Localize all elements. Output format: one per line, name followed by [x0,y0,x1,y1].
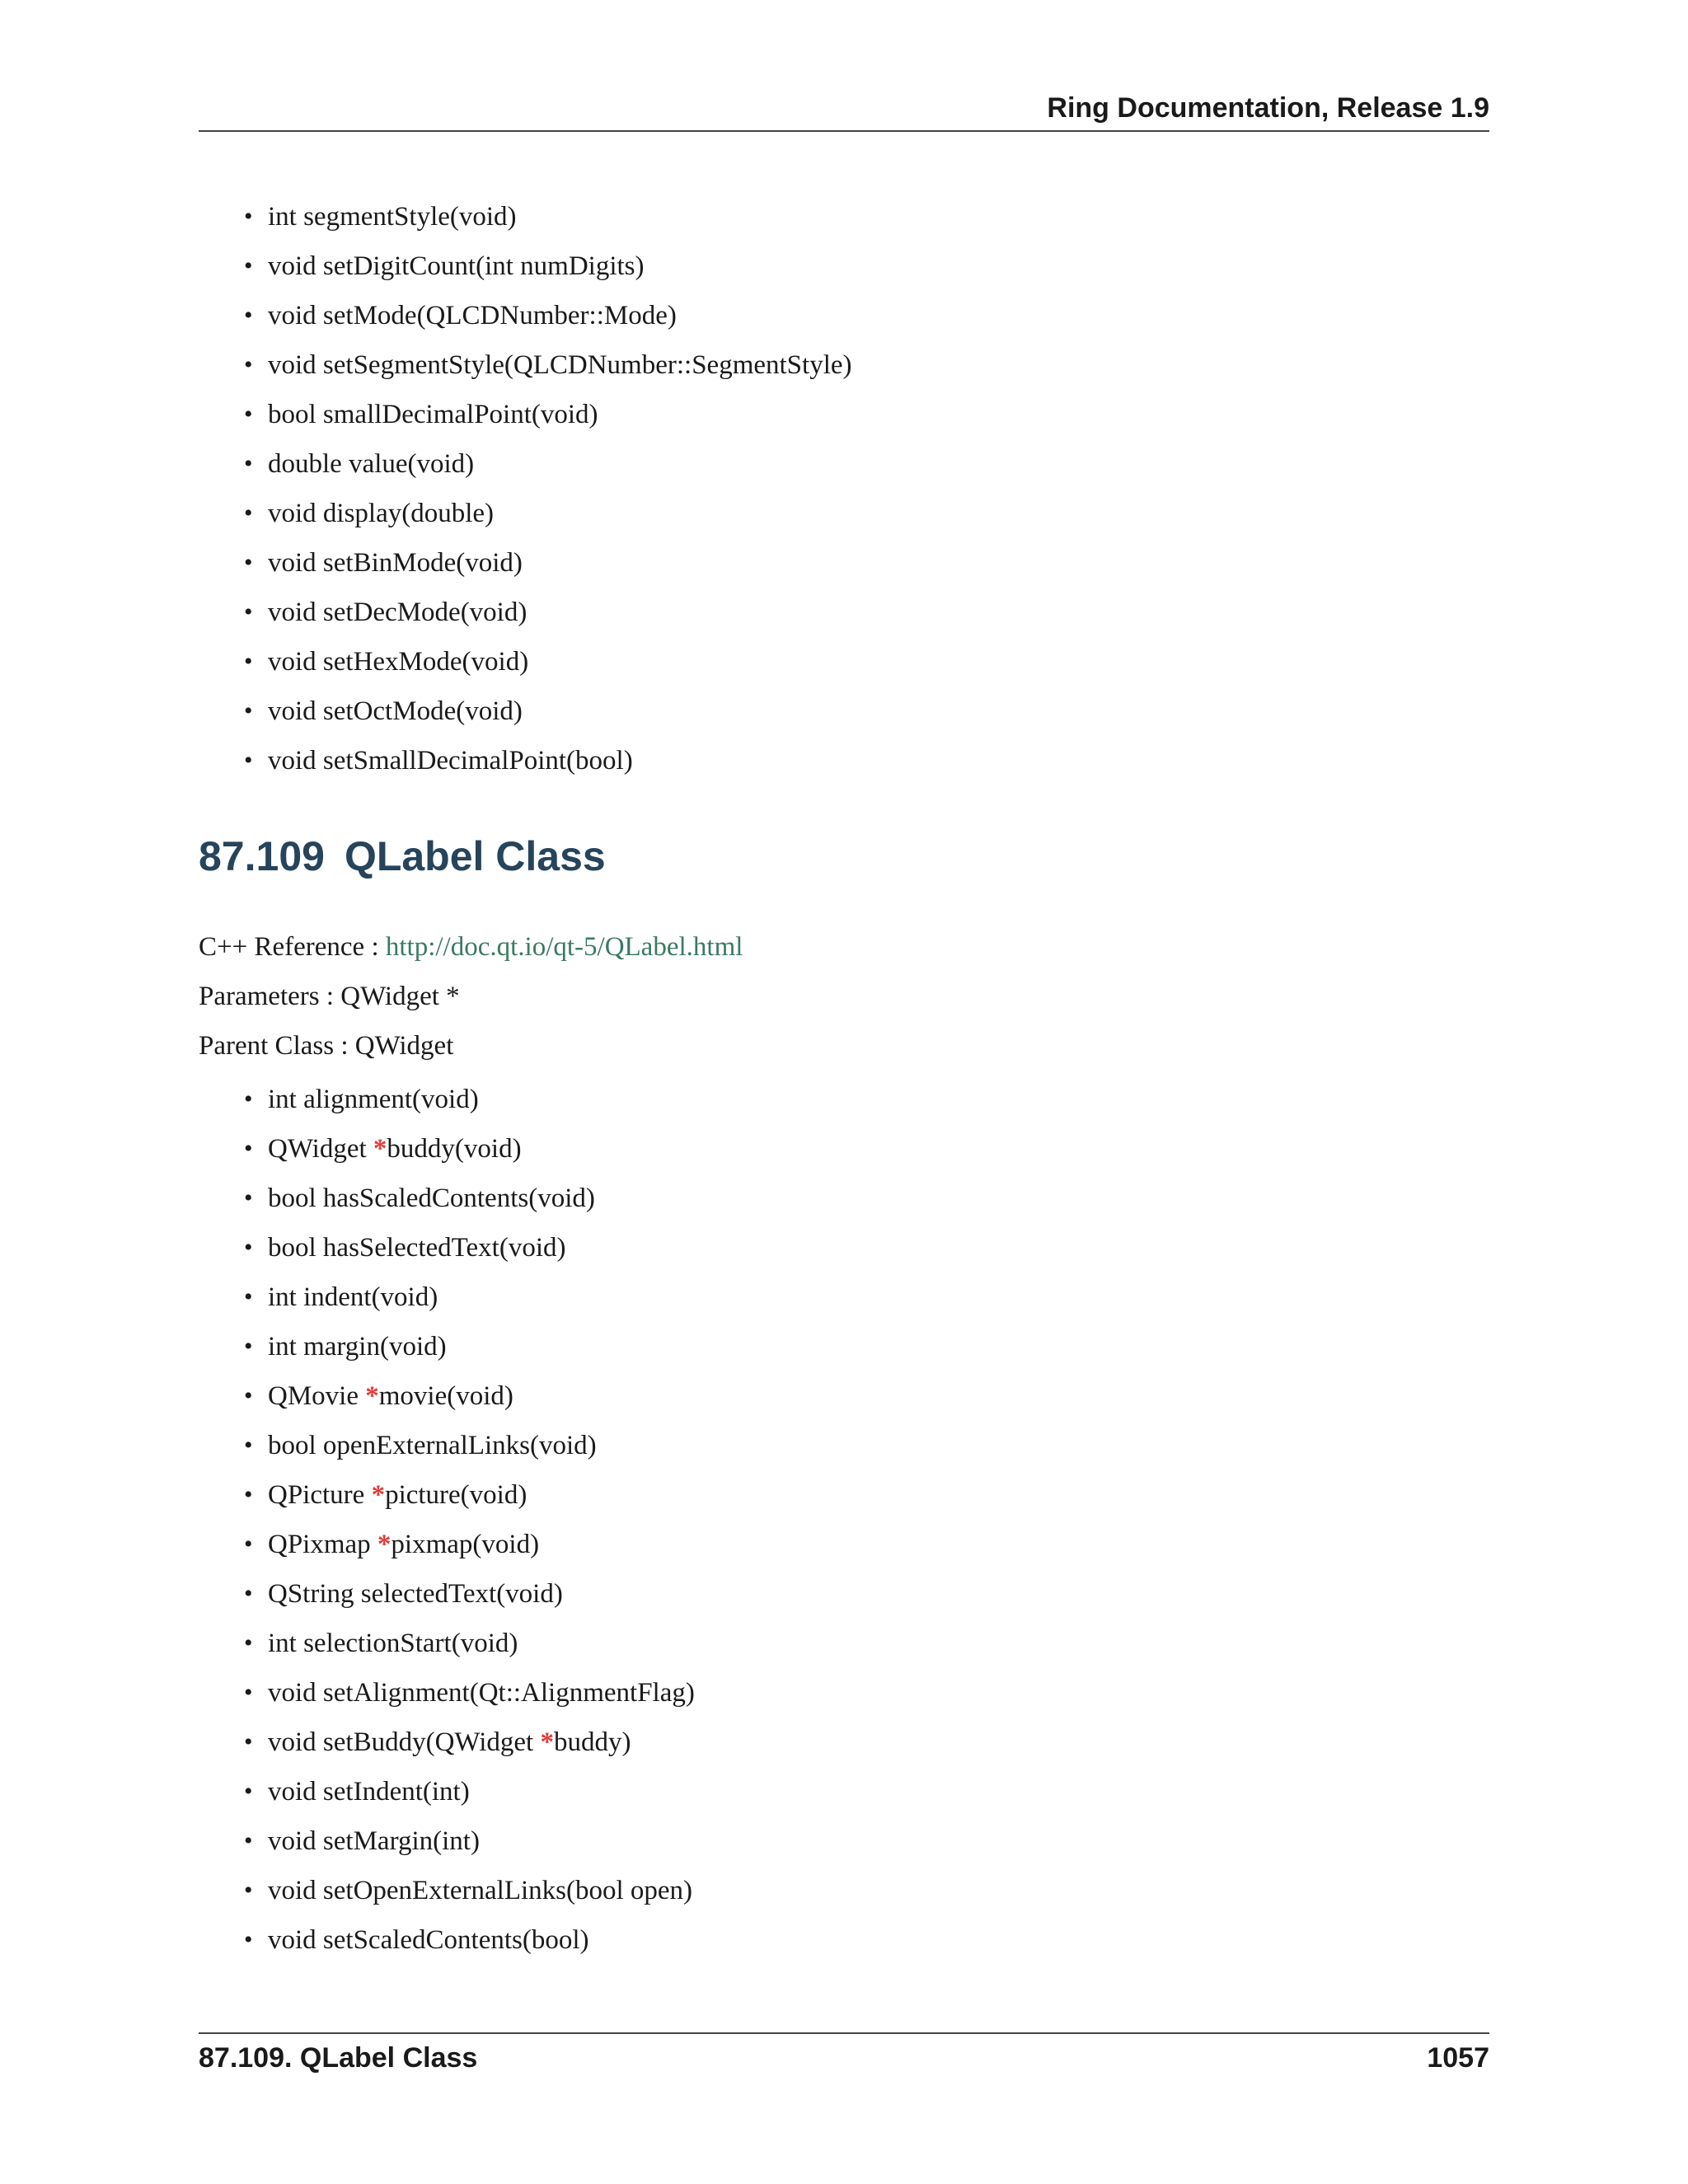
method-signature: void setDecMode(void) [268,598,528,627]
bullet-icon: • [244,401,253,428]
method-signature: bool hasScaledContents(void) [268,1183,595,1213]
bullet-icon: • [244,1728,253,1755]
pointer-asterisk: * [540,1727,554,1757]
method-signature: void setOctMode(void) [268,696,523,726]
cpp-reference-link[interactable]: http://doc.qt.io/qt-5/QLabel.html [385,932,743,962]
method-signature: void setIndent(int) [268,1777,470,1807]
method-signature: void setAlignment(Qt::AlignmentFlag) [268,1678,695,1708]
method-signature: void setMargin(int) [268,1826,480,1856]
bullet-icon: • [244,1085,253,1113]
bullet-icon: • [244,1877,253,1904]
method-signature-rest: movie(void) [378,1381,513,1411]
method-signature-rest: buddy) [553,1727,631,1757]
method-item [244,1915,695,1965]
method-item [244,1767,695,1816]
method-item [244,1421,695,1470]
bullet-icon: • [244,1926,253,1953]
pointer-asterisk: * [365,1381,379,1411]
method-signature: void setBuddy(QWidget [268,1727,541,1757]
cpp-reference-label: C++ Reference : [199,932,386,962]
bullet-icon: • [244,1184,253,1212]
method-signature: int selectionStart(void) [268,1629,518,1658]
bullet-icon: • [244,450,253,477]
method-signature: void setHexMode(void) [268,647,529,677]
method-item [244,1569,695,1619]
method-item [244,1619,695,1668]
method-item [244,538,852,588]
method-signature: bool hasSelectedText(void) [268,1233,566,1263]
method-signature: void setDigitCount(int numDigits) [268,251,645,281]
method-signature: int margin(void) [268,1332,447,1361]
bullet-icon: • [244,1333,253,1360]
page-number: 1057 [1427,2042,1489,2074]
bullet-icon: • [244,648,253,675]
method-signature-rest: picture(void) [385,1480,528,1510]
bullet-icon: • [244,1283,253,1310]
method-item [244,687,852,736]
method-list-qlcdnumber [244,192,852,785]
method-item [244,736,852,785]
method-item [244,192,852,241]
pointer-asterisk: * [373,1134,387,1164]
bullet-icon: • [244,1827,253,1854]
bullet-icon: • [244,747,253,774]
method-signature: void setOpenExternalLinks(bool open) [268,1876,693,1905]
method-signature: double value(void) [268,449,475,479]
method-item [244,1520,695,1569]
bullet-icon: • [244,1135,253,1162]
method-item [244,1668,695,1718]
method-signature: void setScaledContents(bool) [268,1925,589,1955]
bullet-icon: • [244,598,253,626]
method-item [244,1075,695,1124]
method-signature-rest: buddy(void) [387,1134,522,1164]
pointer-asterisk: * [371,1480,386,1510]
header-title: Ring Documentation, Release 1.9 [1047,92,1489,124]
method-item [244,340,852,390]
section-title: QLabel Class [344,833,606,879]
pointer-asterisk: * [377,1530,392,1559]
bullet-icon: • [244,1679,253,1706]
bullet-icon: • [244,252,253,279]
bullet-icon: • [244,302,253,329]
page-footer [199,2032,1489,2083]
parameters-line: Parameters : QWidget * [199,982,460,1011]
method-item [244,1718,695,1767]
method-item [244,1174,695,1223]
method-signature: QMovie [268,1381,366,1411]
method-item [244,1322,695,1371]
bullet-icon: • [244,1530,253,1558]
method-item [244,588,852,637]
method-item [244,489,852,538]
method-item [244,1866,695,1915]
footer-section: 87.109. QLabel Class [199,2042,478,2074]
section-heading [199,832,606,880]
parent-class-line: Parent Class : QWidget [199,1031,454,1061]
method-signature: int segmentStyle(void) [268,202,517,232]
method-item [244,637,852,687]
method-signature: QWidget [268,1134,373,1164]
bullet-icon: • [244,1778,253,1805]
bullet-icon: • [244,1629,253,1657]
method-item [244,1816,695,1866]
method-signature: bool smallDecimalPoint(void) [268,400,598,429]
method-list-qlabel [244,1075,695,1965]
bullet-icon: • [244,1481,253,1508]
method-item [244,439,852,489]
method-item [244,1272,695,1322]
bullet-icon: • [244,351,253,378]
bullet-icon: • [244,1234,253,1261]
method-signature: void setSmallDecimalPoint(bool) [268,746,633,776]
page-header [199,92,1489,132]
method-signature: void setBinMode(void) [268,548,523,578]
method-item [244,1371,695,1421]
method-signature: void setMode(QLCDNumber::Mode) [268,301,677,330]
method-item [244,291,852,340]
bullet-icon: • [244,1382,253,1409]
section-number: 87.109 [199,833,325,879]
method-signature: int alignment(void) [268,1085,479,1114]
method-signature: int indent(void) [268,1282,438,1312]
method-item [244,241,852,291]
bullet-icon: • [244,499,253,527]
method-signature: void display(double) [268,499,495,528]
bullet-icon: • [244,1432,253,1459]
method-signature: bool openExternalLinks(void) [268,1431,597,1460]
cpp-reference-line [199,922,743,972]
method-item [244,390,852,439]
method-item [244,1124,695,1174]
bullet-icon: • [244,549,253,576]
bullet-icon: • [244,203,253,230]
method-item [244,1470,695,1520]
method-signature-rest: pixmap(void) [391,1530,540,1559]
method-signature: QPixmap [268,1530,377,1559]
method-signature: QString selectedText(void) [268,1579,563,1609]
method-item [244,1223,695,1272]
bullet-icon: • [244,697,253,724]
method-signature: QPicture [268,1480,372,1510]
bullet-icon: • [244,1580,253,1607]
method-signature: void setSegmentStyle(QLCDNumber::SegmentStyle) [268,350,852,380]
